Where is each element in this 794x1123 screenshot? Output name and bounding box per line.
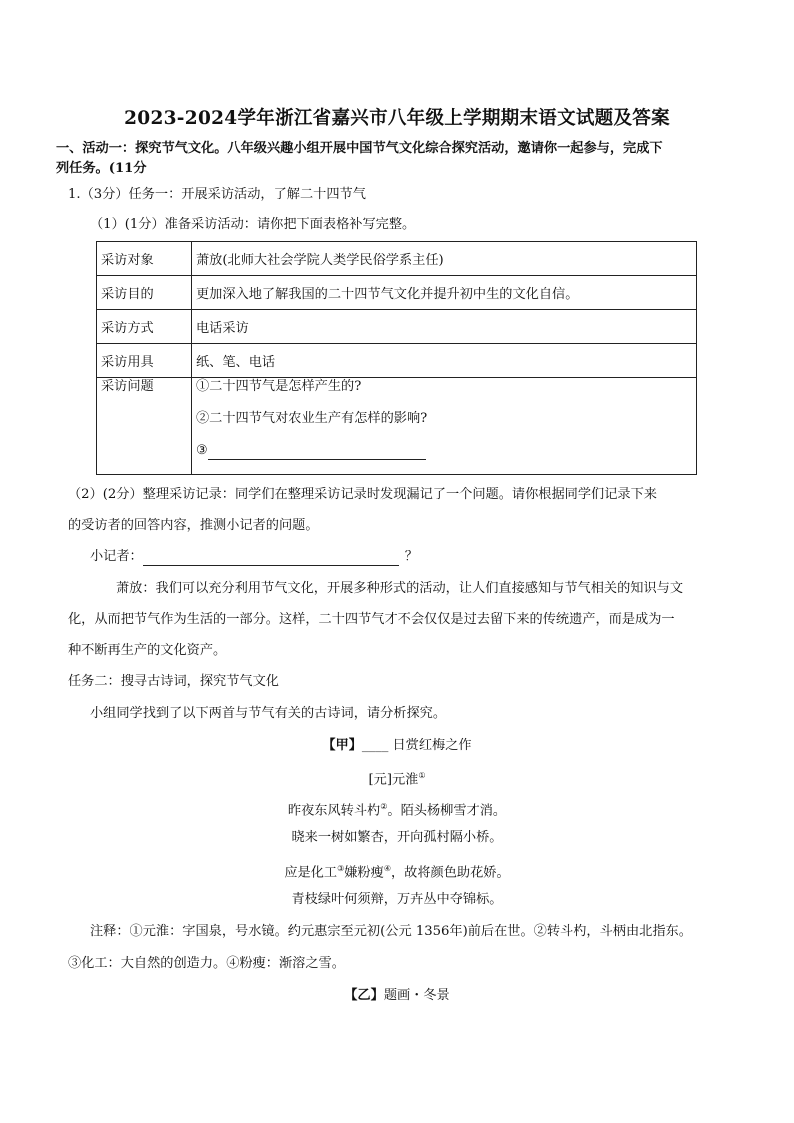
section-heading-line1: 一、活动一：探究节气文化。八年级兴趣小组开展中国节气文化综合探究活动，邀请你一起参与，完成下 xyxy=(56,141,663,156)
section-heading-line2: 列任务。(11分 xyxy=(56,161,147,176)
reporter-label: 小记者： xyxy=(90,549,143,564)
interview-question-3-row xyxy=(196,442,692,474)
questions-cell xyxy=(192,378,697,475)
poem-a-line3-part1: 应是化工 xyxy=(284,865,338,881)
table-cell-value: 电话采访 xyxy=(192,310,697,344)
poem-a-title-text: 日赏红梅之作 xyxy=(388,738,472,753)
poem-a-author xyxy=(0,767,794,789)
question-mark: ？ xyxy=(404,549,418,564)
poem-a-marker: 【甲】 xyxy=(322,738,362,753)
footnote-marker: ④ xyxy=(383,864,391,873)
poem-a-line3-part3: ，故将颜色助花娇。 xyxy=(390,865,510,881)
table-cell-label xyxy=(97,378,192,475)
task-2-intro: 小组同学找到了以下两首与节气有关的古诗词，请分析探究。 xyxy=(90,706,447,721)
table-row xyxy=(97,276,697,310)
task-2-header: 任务二：搜寻古诗词，探究节气文化 xyxy=(68,674,279,689)
table-cell-value: 萧放(北师大社会学院人类学民俗学系主任) xyxy=(192,242,697,276)
footnote-marker: ③ xyxy=(337,864,345,873)
interview-table xyxy=(96,241,697,475)
table-cell-value: 纸、笔、电话 xyxy=(192,344,697,378)
answer-line1: 萧放：我们可以充分利用节气文化，开展多种形式的活动，让人们直接感知与节气相关的知识与文 xyxy=(116,581,684,596)
interview-question-2: ②二十四节气对农业生产有怎样的影响? xyxy=(196,411,428,426)
poem-a-line3-part2: 嫌粉瘦 xyxy=(344,865,384,881)
question-1-2-line2: 的受访者的回答内容，推测小记者的问题。 xyxy=(68,518,319,533)
interview-question-1: ①二十四节气是怎样产生的? xyxy=(196,379,362,394)
poem-b-marker: 【乙】 xyxy=(344,988,384,1003)
poem-a-line3 xyxy=(0,860,794,882)
poem-a-title-blank: ____ xyxy=(361,738,389,753)
poem-a-line1 xyxy=(0,798,794,820)
table-row xyxy=(97,310,697,344)
question-1-2-line1: （2）(2分）整理采访记录：同学们在整理采访记录时发现漏记了一个问题。请你根据同学们记录下来 xyxy=(68,487,657,502)
answer-blank-line[interactable] xyxy=(208,459,426,460)
notes-line2: ③化工：大自然的创造力。④粉瘦：渐溶之雪。 xyxy=(68,956,345,971)
poem-a-title xyxy=(0,737,794,755)
table-row xyxy=(97,242,697,276)
poem-a-line4: 青枝绿叶何须辩，万卉丛中夺锦标。 xyxy=(291,892,503,907)
table-cell-label: 采访方式 xyxy=(97,310,192,344)
table-row xyxy=(97,344,697,378)
question-1-1-instruction: （1）(1分）准备采访活动：请你把下面表格补写完整。 xyxy=(90,217,416,232)
notes-line1: 注释：①元淮：字国泉，号水镜。约元惠宗至元初(公元 1356年)前后在世。②转斗杓，斗柄由北指东。 xyxy=(90,924,692,939)
question-1-header: 1.（3分）任务一：开展采访活动，了解二十四节气 xyxy=(68,187,366,202)
poem-b-title-text: 题画・冬景 xyxy=(383,988,450,1003)
footnote-marker: ② xyxy=(380,802,388,811)
table-cell-label: 采访对象 xyxy=(97,242,192,276)
answer-line3: 种不断再生产的文化资产。 xyxy=(68,643,227,658)
page-title: 2023-2024学年浙江省嘉兴市八年级上学期期末语文试题及答案 xyxy=(124,108,670,129)
table-cell-label: 采访目的 xyxy=(97,276,192,310)
poem-a-line1-part1: 昨夜东风转斗杓 xyxy=(287,803,381,819)
footnote-marker: ① xyxy=(418,771,426,780)
table-cell-label: 采访用具 xyxy=(97,344,192,378)
reporter-answer-blank[interactable] xyxy=(143,551,399,566)
poem-a-author-text: [元]元淮 xyxy=(368,772,419,788)
poem-a-line2: 晓来一树如繁杏，开向孤村隔小桥。 xyxy=(291,830,503,845)
answer-line2: 化，从而把节气作为生活的一部分。这样，二十四节气才不会仅仅是过去留下来的传统遗产，而是成为一 xyxy=(68,612,675,627)
table-cell-value: 更加深入地了解我国的二十四节气文化并提升初中生的文化自信。 xyxy=(192,276,697,310)
table-row xyxy=(97,378,697,475)
questions-label: 采访问题 xyxy=(101,379,154,394)
reporter-line xyxy=(90,548,418,566)
poem-a-line1-part2: 。陌头杨柳雪才消。 xyxy=(387,803,507,819)
poem-b-title xyxy=(0,987,794,1005)
interview-question-3-marker: ③ xyxy=(196,443,208,458)
